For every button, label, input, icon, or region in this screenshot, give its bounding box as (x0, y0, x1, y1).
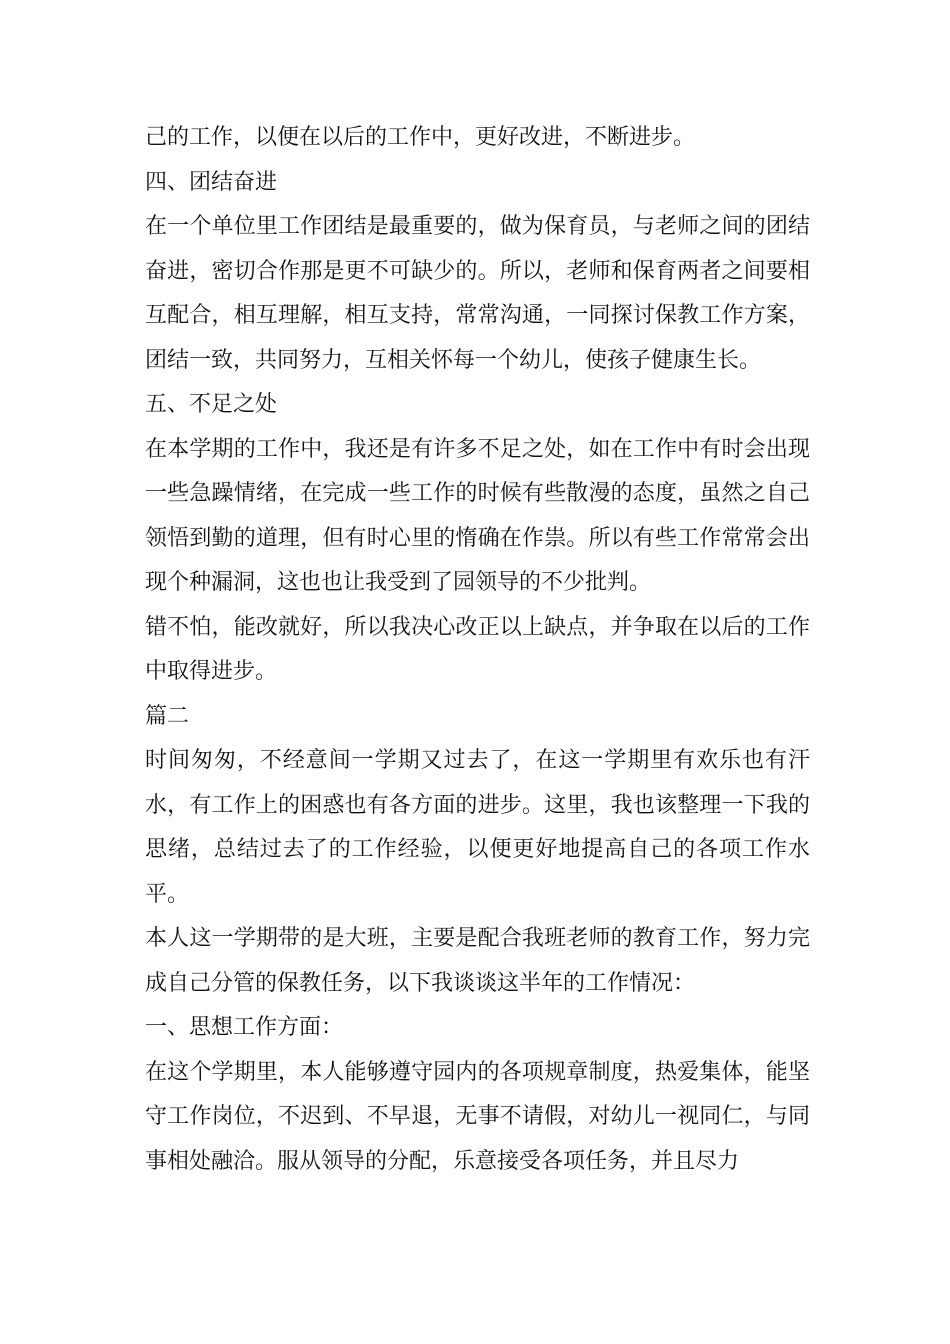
section-heading-thought: 一、思想工作方面： (145, 1015, 344, 1040)
paragraph-continuation: 己的工作，以便在以后的工作中，更好改进，不断进步。 (145, 125, 696, 150)
paragraph-role: 本人这一学期带的是大班，主要是配合我班老师的教育工作，努力完成自己分管的保教任务，以下我谈谈这半年的工作情况： (145, 926, 810, 996)
section-heading-unity: 四、团结奋进 (145, 169, 278, 195)
paragraph-unity: 在一个单位里工作团结是最重要的，做为保育员，与老师之间的团结奋进，密切合作那是更不可缺少的。所以，老师和保育两者之间要相互配合，相互理解，相互支持，常常沟通，一同探讨保教工作方案，团结一致，共同努力，互相关怀每一个幼儿，使孩子健康生长。 (145, 214, 810, 373)
part-heading-two: 篇二 (145, 703, 190, 729)
document-body (145, 116, 810, 1184)
paragraph-shortcomings: 在本学期的工作中，我还是有许多不足之处，如在工作中有时会出现一些急躁情绪，在完成一些工作的时候有些散漫的态度，虽然之自己领悟到勤的道理，但有时心里的惰确在作祟。所以有些工作常常会出现个种漏洞，这也也让我受到了园领导的不少批判。 (145, 436, 810, 595)
section-heading-shortcomings: 五、不足之处 (145, 392, 278, 417)
paragraph-intro: 时间匆匆，不经意间一学期又过去了，在这一学期里有欢乐也有汗水，有工作上的困惑也有各方面的进步。这里，我也该整理一下我的思绪，总结过去了的工作经验，以便更好地提高自己的各项工作水平。 (145, 748, 810, 907)
paragraph-resolution: 错不怕，能改就好，所以我决心改正以上缺点，并争取在以后的工作中取得进步。 (145, 614, 810, 684)
paragraph-thought: 在这个学期里，本人能够遵守园内的各项规章制度，热爱集体，能坚守工作岗位，不迟到、不早退，无事不请假，对幼儿一视同仁，与同事相处融洽。服从领导的分配，乐意接受各项任务，并且尽力 (145, 1059, 810, 1174)
